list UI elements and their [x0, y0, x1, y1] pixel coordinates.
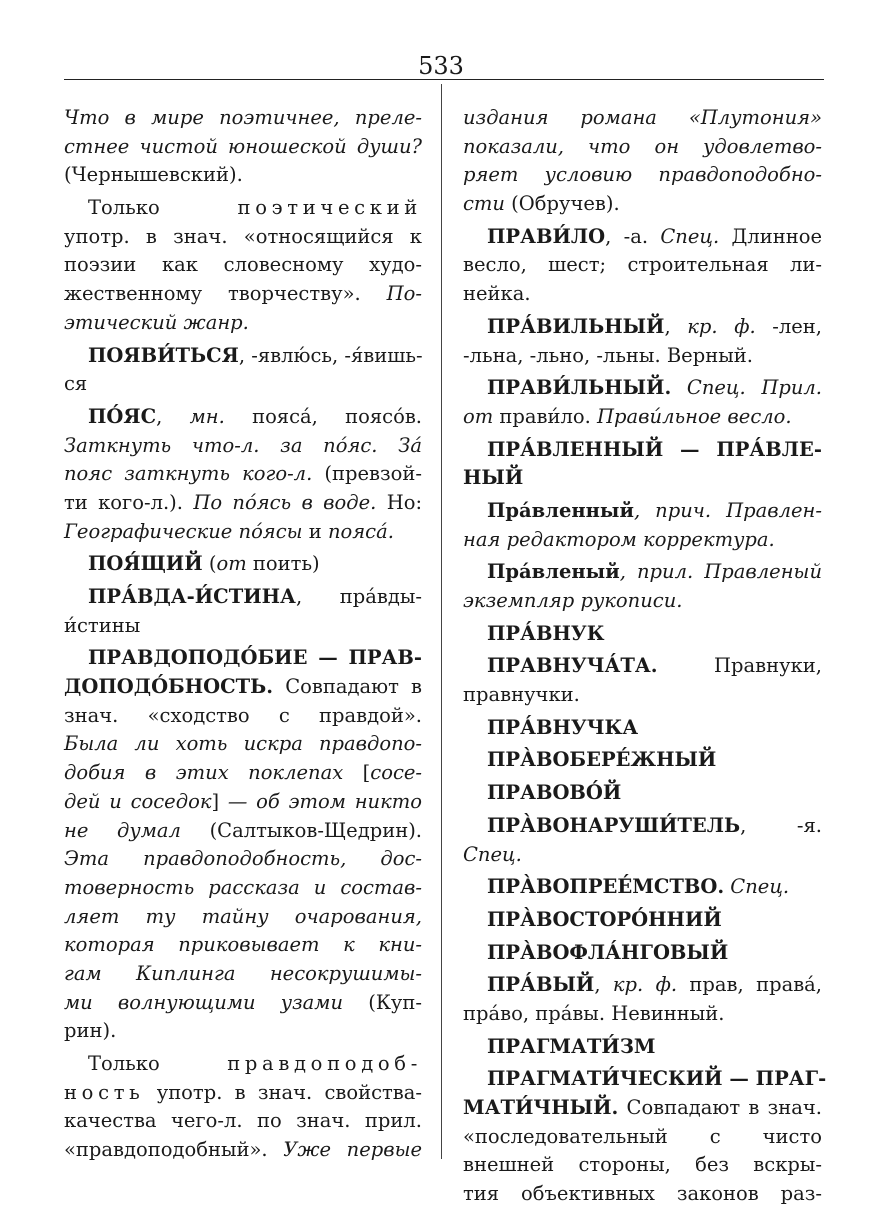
text-run: , прич. Правлен- [633, 498, 822, 522]
text-run: ми волнующими узами [64, 990, 344, 1014]
text-line [463, 652, 822, 681]
text-line [463, 251, 822, 280]
text-line [64, 1050, 422, 1079]
text-run: не думал [64, 818, 181, 842]
text-run: Что в мире поэтичнее, преле- [64, 106, 422, 129]
text-line [64, 280, 422, 309]
text-run: ся [64, 372, 88, 396]
text-run: кр. ф. [612, 973, 678, 997]
text-line [463, 497, 822, 526]
text-run: Спец. [724, 875, 790, 899]
page-number: 533 [418, 52, 464, 80]
text-line [64, 194, 422, 223]
text-run: прав, права́, [677, 973, 822, 997]
text-run: ряет условию правдоподобно- [463, 163, 822, 187]
text-run: ПРА́ВИЛЬНЫЙ [487, 314, 665, 338]
text-run: мн. [189, 404, 225, 428]
text-line [463, 1033, 822, 1062]
text-run: , -а. [605, 224, 661, 248]
text-line [64, 931, 422, 960]
text-run: — об этом никто [219, 789, 422, 813]
text-line [64, 989, 422, 1018]
text-run: ПРА́ВЫЙ [487, 973, 595, 997]
text-run: нейка. [463, 282, 531, 306]
text-line [64, 518, 422, 547]
text-run: знач. «сходство с правдой». [64, 703, 422, 727]
text-line [463, 558, 822, 587]
text-run: ПРА́ВНУЧКА [487, 715, 639, 739]
text-line [463, 841, 822, 870]
text-run: кр. ф. [687, 314, 756, 338]
text-line [463, 104, 822, 133]
text-run: прави́ло. [493, 404, 598, 428]
text-run: Спец. Прил. [671, 376, 822, 400]
text-run: (Обручев). [504, 192, 620, 216]
text-run: ПРАВИ́ЛЬНЫЙ. [487, 376, 672, 400]
text-run: употр. в знач. свойства- [144, 1080, 422, 1104]
text-line [463, 161, 822, 190]
text-run: пра́во, пра́вы. Невинный. [463, 1001, 725, 1025]
text-line [64, 960, 422, 989]
text-run: Правнуки, [657, 654, 822, 678]
text-run: жественному творчеству». [64, 282, 387, 306]
text-line [64, 1107, 422, 1136]
text-line [64, 845, 422, 874]
text-run: ] [211, 789, 220, 813]
text-run: Но: [376, 490, 423, 514]
text-line [64, 133, 422, 162]
text-line [463, 620, 822, 649]
text-line [64, 874, 422, 903]
text-run: (Куп- [343, 990, 422, 1014]
text-run: этический жанр. [64, 310, 249, 334]
text-line [64, 223, 422, 252]
text-line [64, 817, 422, 846]
text-line [463, 812, 822, 841]
text-run: рин). [64, 1019, 117, 1043]
text-run: «правдоподобный». [64, 1138, 284, 1162]
text-run: употр. в знач. «относящийся к [64, 224, 422, 248]
text-run: Географические по́ясы [64, 519, 303, 543]
text-line [463, 779, 822, 808]
text-run: ПРАГМАТИ́ЧЕСКИЙ — ПРАГ- [487, 1067, 827, 1091]
text-run: ПРА́ВДА-И́СТИНА [88, 585, 296, 608]
text-run: внешней стороны, без вскры- [463, 1153, 822, 1177]
text-run: дей и соседок [64, 789, 212, 813]
text-run: , пра́вды- [295, 585, 422, 608]
text-run: ПРА̀ВОСТОРО́ННИЙ [487, 907, 722, 931]
text-run: ПРА́ВЛЕННЫЙ — ПРА́ВЛЕ- [487, 437, 822, 461]
text-run: поэзии как словесному худо- [64, 253, 422, 277]
text-run: По по́ясь в воде. [193, 490, 377, 514]
text-line [463, 1180, 822, 1209]
text-run: , [156, 404, 190, 428]
text-run: ДОПОДО́БНОСТЬ. [64, 675, 274, 699]
text-run: ПРА̀ВОПРЕЕ́МСТВО. [487, 875, 725, 899]
text-run: Была ли хоть искра правдопо- [64, 732, 422, 756]
text-run: ПОЯВИ́ТЬСЯ [88, 343, 239, 367]
text-run: правнучки. [463, 683, 580, 707]
text-line [463, 1123, 822, 1152]
text-run: поэтический [237, 196, 422, 220]
text-run: (превзой- [312, 462, 422, 486]
text-line [463, 906, 822, 935]
text-line [463, 1000, 822, 1029]
text-run: добия в этих поклепах [64, 761, 363, 785]
text-line [463, 280, 822, 309]
text-line [463, 714, 822, 743]
text-line [463, 313, 822, 342]
text-run: поить) [246, 552, 320, 576]
text-run: ПО́ЯС [88, 404, 157, 428]
text-run: качества чего-л. по знач. прил. [64, 1109, 422, 1133]
text-run: По- [386, 282, 422, 306]
text-line [463, 939, 822, 968]
text-run: ляет ту тайну очарования, [64, 904, 422, 928]
text-run: сти [463, 192, 505, 216]
text-run: которая приковывает к кни- [64, 933, 422, 957]
text-line [64, 550, 422, 579]
text-line [463, 681, 822, 710]
text-run: ПРА̀ВОНАРУШИ́ТЕЛЬ [487, 813, 741, 837]
text-line [64, 104, 422, 133]
text-run: , -я. [740, 813, 822, 837]
text-run: -льна, -льно, -льны. Верный. [463, 343, 753, 367]
text-run: (Чернышевский). [64, 163, 243, 187]
text-run: Спец. [463, 842, 522, 866]
text-line [463, 436, 822, 465]
text-run: ПРА̀ВОБЕРЕ́ЖНЫЙ [487, 748, 717, 772]
text-run: Эта правдоподобность, дос- [64, 847, 422, 871]
text-run: пояс заткнуть кого-л. [64, 462, 313, 486]
text-run: Только [88, 196, 238, 220]
text-line [463, 374, 822, 403]
text-run: ная редактором корректура. [463, 527, 775, 551]
text-run: Только [88, 1052, 228, 1075]
text-line [64, 673, 422, 702]
text-run: Заткнуть что-л. за по́яс. За́ [64, 433, 422, 457]
text-line [463, 190, 822, 219]
text-run: и [302, 519, 328, 543]
text-run: и́стины [64, 613, 141, 637]
right-column [463, 104, 827, 1209]
text-run: товерность рассказа и состав- [64, 875, 422, 899]
text-line [463, 971, 822, 1000]
text-run: ( [202, 552, 217, 576]
text-line [64, 489, 422, 518]
text-line [64, 1017, 422, 1046]
text-line [64, 460, 422, 489]
left-column [64, 104, 422, 1165]
text-run: ПРАВДОПОДО́БИЕ — ПРАВ- [88, 646, 422, 670]
text-line [463, 1065, 827, 1094]
text-run: Прави́льное весло. [597, 404, 792, 428]
text-line [64, 370, 422, 399]
text-run: ти кого-л.). [64, 490, 194, 514]
text-run: [ [362, 761, 371, 785]
text-line [64, 403, 422, 432]
text-line [64, 583, 422, 612]
text-run: ПРАГМАТИ́ЗМ [487, 1034, 656, 1058]
text-run: сосе- [370, 761, 422, 785]
text-run: издания романа «Плутония» [463, 106, 822, 129]
text-run: пояса́. [327, 519, 394, 543]
text-run: весло, шест; строительная ли- [463, 253, 822, 277]
text-run: Совпадают в знач. [618, 1096, 822, 1119]
text-run: (Салтыков-Щедрин). [180, 818, 422, 842]
text-line [64, 759, 422, 788]
text-run: Уже первые [283, 1138, 422, 1162]
text-line [463, 133, 822, 162]
text-run: -лен, [755, 314, 822, 338]
text-run: правдоподоб- [227, 1052, 422, 1075]
text-run: НЫЙ [463, 466, 524, 490]
text-line [463, 873, 822, 902]
text-run: ПРА́ВНУК [487, 621, 605, 645]
text-line [64, 161, 422, 190]
text-run: Пра́вленный [487, 498, 634, 522]
text-line [64, 730, 422, 759]
text-line [64, 1136, 422, 1165]
text-run: пояса́, поясо́в. [224, 404, 422, 428]
text-run: ПРАВОВО́Й [487, 781, 622, 805]
text-run: гам Киплинга несокрушимы- [64, 961, 422, 985]
text-run: ность [64, 1080, 145, 1104]
text-line [463, 1094, 822, 1123]
text-line [463, 464, 822, 493]
text-run: Длинное [719, 224, 822, 248]
text-line [463, 342, 822, 371]
text-line [64, 644, 422, 673]
text-run: ПОЯ́ЩИЙ [88, 552, 203, 576]
text-run: , [664, 314, 688, 338]
text-run: экземпляр рукописи. [463, 589, 683, 612]
text-line [64, 251, 422, 280]
column-divider [441, 84, 442, 1159]
text-line [463, 526, 822, 555]
text-run: , прил. Правленый [619, 560, 822, 584]
text-line [463, 223, 822, 252]
text-line [463, 1151, 822, 1180]
header-rule [64, 79, 824, 80]
text-run: МАТИ́ЧНЫЙ. [463, 1096, 619, 1119]
text-run: ПРА̀ВОФЛА́НГОВЫЙ [487, 940, 729, 964]
text-run: от [216, 552, 247, 576]
text-run: Спец. [660, 224, 720, 248]
text-run: от [463, 404, 494, 428]
text-line [64, 788, 422, 817]
text-line [64, 903, 422, 932]
text-run: показали, что он удовлетво- [463, 134, 822, 158]
text-run: тия объективных законов раз- [463, 1182, 822, 1206]
text-line [64, 432, 422, 461]
text-line [64, 612, 422, 641]
text-run: «последовательный с чисто [463, 1124, 822, 1148]
text-line [64, 342, 422, 371]
text-run: , -явлю́сь, -я́вишь- [238, 343, 423, 367]
text-line [64, 1079, 422, 1108]
text-run: Совпадают в [273, 675, 422, 699]
text-run: стнее чистой юношеской души? [64, 134, 422, 158]
text-line [463, 746, 822, 775]
text-line [64, 702, 422, 731]
text-run: , [594, 973, 613, 997]
text-run: Пра́вленый [487, 560, 620, 584]
text-line [463, 403, 822, 432]
text-line [463, 587, 822, 616]
text-line [64, 309, 422, 338]
text-run: ПРАВНУЧА́ТА. [487, 654, 658, 678]
text-run: ПРАВИ́ЛО [487, 224, 606, 248]
